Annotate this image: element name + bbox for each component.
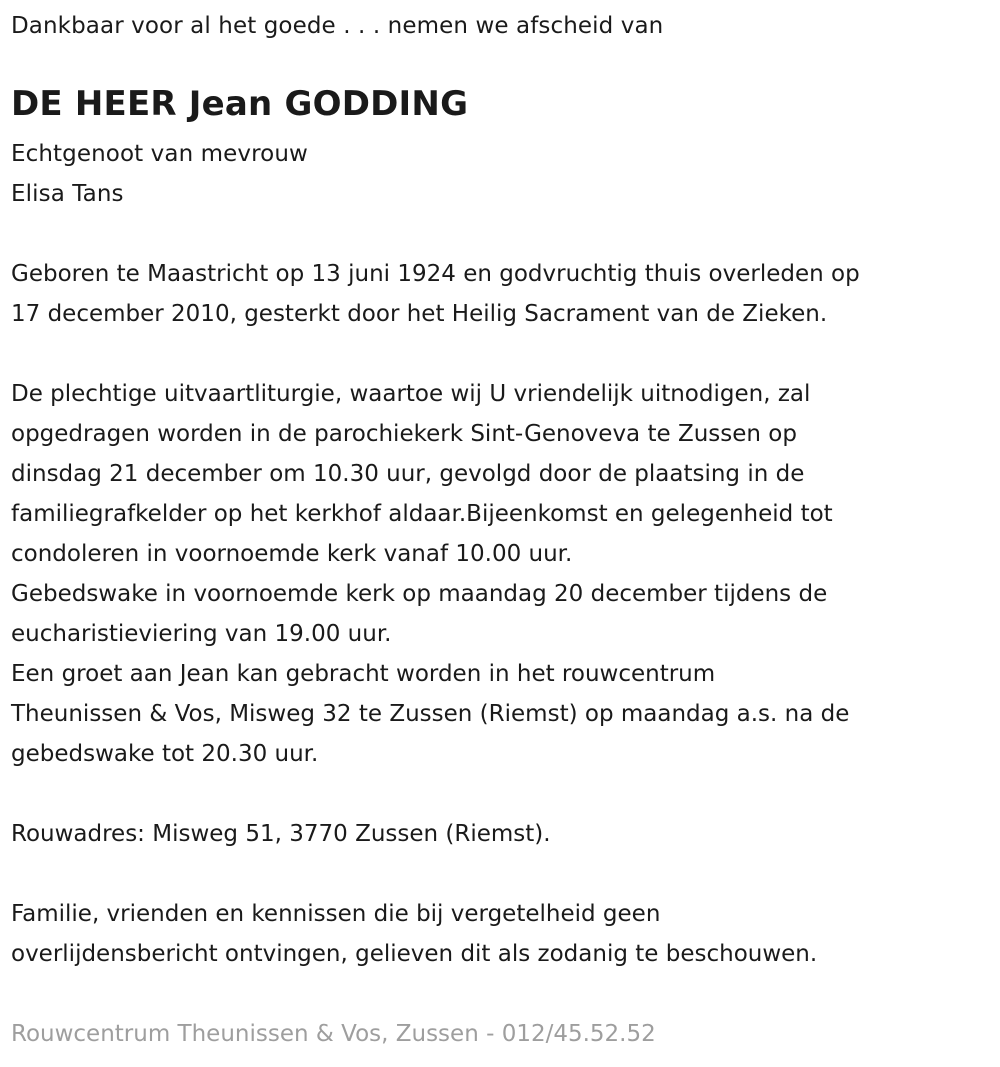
spouse-label: Echtgenoot van mevrouw — [11, 141, 308, 167]
family-notice-paragraph — [11, 894, 996, 974]
address-line: Rouwadres: Misweg 51, 3770 Zussen (Riemst). — [11, 821, 551, 847]
intro-line: Dankbaar voor al het goede . . . nemen we afscheid van — [11, 13, 664, 39]
funeral-line: De plechtige uitvaartliturgie, waartoe wij U vriendelijk uitnodigen, zal — [11, 381, 811, 407]
birth-death-paragraph — [11, 254, 996, 334]
family-line: Familie, vrienden en kennissen die bij vergetelheid geen — [11, 901, 661, 927]
spouse-name: Elisa Tans — [11, 181, 124, 207]
funeral-line: eucharistieviering van 19.00 uur. — [11, 621, 392, 647]
funeral-line: condoleren in voornoemde kerk vanaf 10.00 uur. — [11, 541, 573, 567]
family-line: overlijdensbericht ontvingen, gelieven dit als zodanig te beschouwen. — [11, 941, 818, 967]
funeral-home-footer: Rouwcentrum Theunissen & Vos, Zussen - 012/45.52.52 — [11, 1021, 656, 1047]
birth-line: 17 december 2010, gesterkt door het Heilig Sacrament van de Zieken. — [11, 301, 828, 327]
funeral-line: Theunissen & Vos, Misweg 32 te Zussen (Riemst) op maandag a.s. na de — [11, 701, 850, 727]
funeral-line: Een groet aan Jean kan gebracht worden in het rouwcentrum — [11, 661, 716, 687]
birth-line: Geboren te Maastricht op 13 juni 1924 en godvruchtig thuis overleden op — [11, 261, 860, 287]
deceased-name: DE HEER Jean GODDING — [11, 84, 469, 124]
mourning-address — [11, 814, 996, 854]
funeral-line: gebedswake tot 20.30 uur. — [11, 741, 319, 767]
funeral-paragraph — [11, 374, 996, 774]
funeral-line: Gebedswake in voornoemde kerk op maandag 20 december tijdens de — [11, 581, 828, 607]
funeral-line: familiegrafkelder op het kerkhof aldaar.Bijeenkomst en gelegenheid tot — [11, 501, 833, 527]
funeral-line: opgedragen worden in de parochiekerk Sint-Genoveva te Zussen op — [11, 421, 797, 447]
funeral-line: dinsdag 21 december om 10.30 uur, gevolgd door de plaatsing in de — [11, 461, 805, 487]
